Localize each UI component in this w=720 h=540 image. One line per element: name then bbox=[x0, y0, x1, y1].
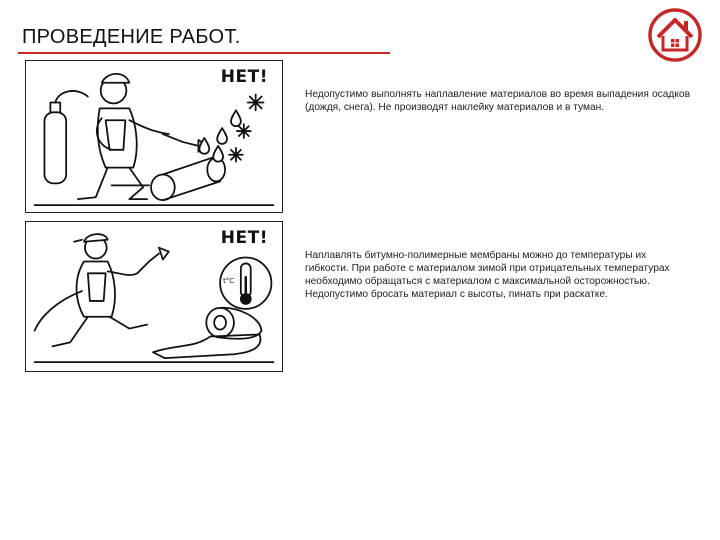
page-title: ПРОВЕДЕНИЕ РАБОТ. bbox=[22, 26, 241, 48]
thermometer-label: t°C bbox=[223, 277, 235, 286]
cold-temperature-rule-text: Наплавлять битумно-полимерные мембраны можно до температуры их гибкости. При работе с материалом зимой при отрицательных температурах необходимо обращаться с материалом с максимальной осторожностью. Недопустимо бросать материал с высоты, пинать при раскатке. bbox=[305, 250, 670, 300]
prohibition-badge: НЕТ! bbox=[220, 228, 268, 248]
title-underline bbox=[18, 52, 390, 54]
house-logo-icon bbox=[646, 6, 704, 64]
prohibition-badge: НЕТ! bbox=[220, 67, 268, 87]
precipitation-rule-text: Недопустимо выполнять наплавление материалов во время выпадения осадков (дождя, снега). Не производят наклейку материалов и в туман. bbox=[305, 89, 690, 113]
illustration-panel-precipitation bbox=[25, 60, 283, 213]
illustration-panel-cold bbox=[25, 221, 283, 372]
